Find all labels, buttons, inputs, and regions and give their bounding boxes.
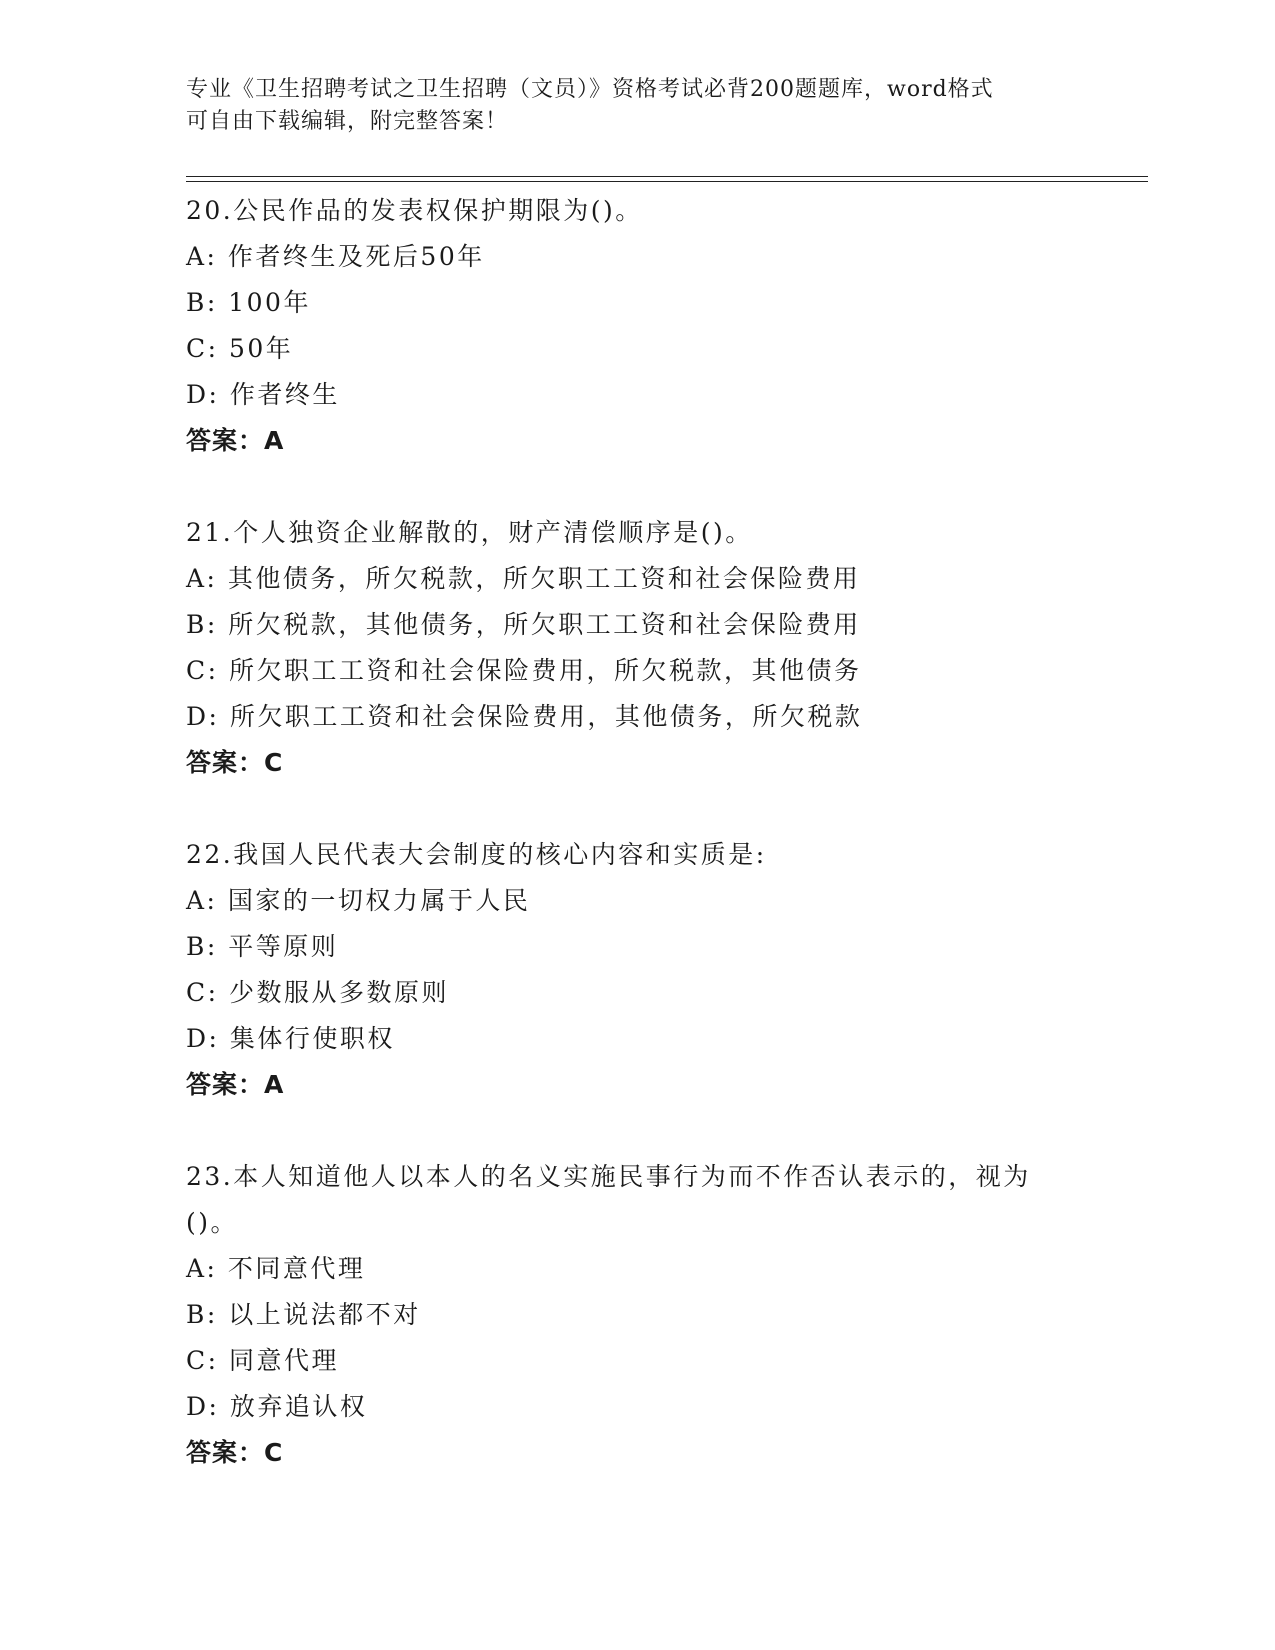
option-c: C: 少数服从多数原则	[186, 978, 449, 1007]
question-list	[186, 188, 1106, 1522]
option-d: D: 所欠职工工资和社会保险费用，其他债务，所欠税款	[186, 702, 863, 731]
header-divider-bottom	[186, 181, 1148, 182]
option-c: C: 50年	[186, 334, 294, 363]
option-d: D: 作者终生	[186, 380, 340, 409]
answer-line: 答案：A	[186, 1070, 285, 1099]
answer-line: 答案：C	[186, 1438, 284, 1467]
header-line-2: 可自由下载编辑，附完整答案！	[186, 109, 509, 134]
option-b: B: 以上说法都不对	[186, 1300, 421, 1329]
question-stem: 20.公民作品的发表权保护期限为()。	[186, 196, 643, 225]
option-a: A: 作者终生及死后50年	[186, 242, 485, 271]
option-b: B: 100年	[186, 288, 311, 317]
question-stem-line-2: ()。	[186, 1208, 239, 1237]
question-23	[186, 1154, 1106, 1476]
answer-line: 答案：A	[186, 426, 285, 455]
option-a: A: 不同意代理	[186, 1254, 366, 1283]
question-20	[186, 188, 1106, 464]
option-c: C: 同意代理	[186, 1346, 339, 1375]
question-22	[186, 832, 1106, 1108]
option-b: B: 平等原则	[186, 932, 339, 961]
document-header	[186, 74, 1086, 138]
option-a: A: 国家的一切权力属于人民	[186, 886, 531, 915]
option-d: D: 集体行使职权	[186, 1024, 395, 1053]
question-stem: 22.我国人民代表大会制度的核心内容和实质是:	[186, 840, 767, 869]
header-divider-top	[186, 176, 1148, 177]
option-d: D: 放弃追认权	[186, 1392, 368, 1421]
question-21	[186, 510, 1106, 786]
answer-line: 答案：C	[186, 748, 284, 777]
option-b: B: 所欠税款，其他债务，所欠职工工资和社会保险费用	[186, 610, 861, 639]
header-line-1: 专业《卫生招聘考试之卫生招聘（文员）》资格考试必背200题题库，word格式	[186, 77, 994, 102]
question-stem-line-1: 23.本人知道他人以本人的名义实施民事行为而不作否认表示的，视为	[186, 1162, 1031, 1191]
option-a: A: 其他债务，所欠税款，所欠职工工资和社会保险费用	[186, 564, 861, 593]
question-stem: 21.个人独资企业解散的，财产清偿顺序是()。	[186, 518, 753, 547]
option-c: C: 所欠职工工资和社会保险费用，所欠税款，其他债务	[186, 656, 862, 685]
